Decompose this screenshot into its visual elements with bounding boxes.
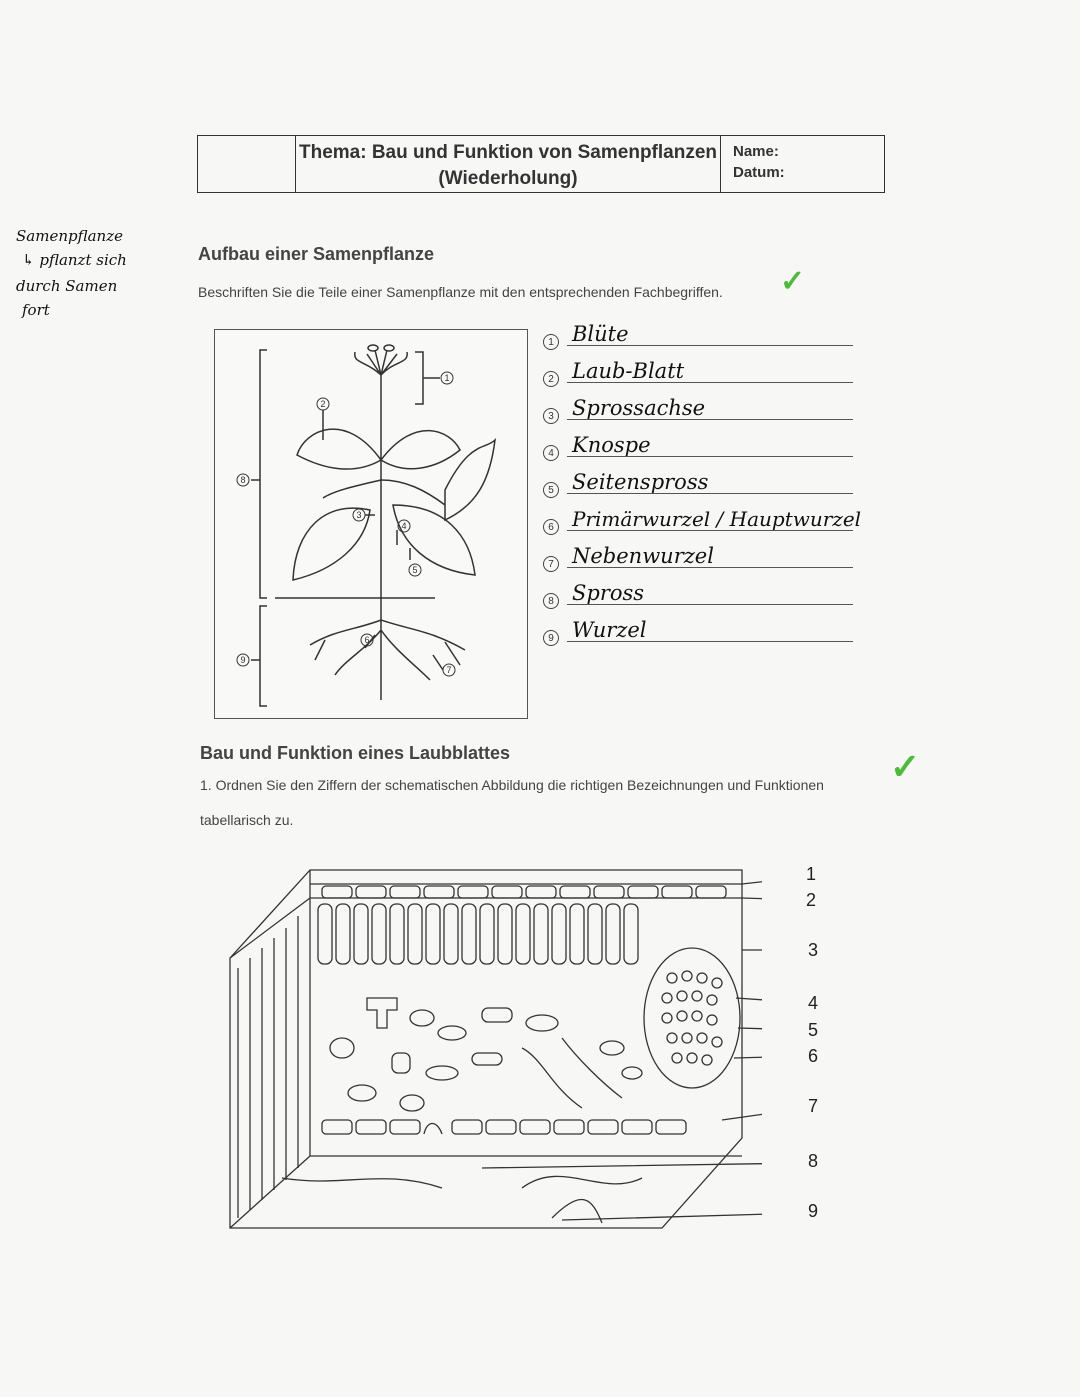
answer-line-9 [567, 641, 853, 642]
answer-number-1: 1 [543, 334, 559, 350]
answer-line-3 [567, 419, 853, 420]
answer-number-9: 9 [543, 630, 559, 646]
side-note-line-1: Samenpflanze [16, 227, 123, 245]
leaf-label-4: 4 [808, 993, 819, 1013]
leaf-label-7: 7 [808, 1096, 819, 1116]
answer-line-5 [567, 493, 853, 494]
name-label: Name: [733, 143, 779, 160]
side-note-line-4: fort [22, 301, 50, 319]
header-empty-cell [198, 136, 296, 192]
section2-heading: Bau und Funktion eines Laubblattes [200, 743, 511, 763]
plant-label-9: 9 [240, 655, 246, 665]
answer-line-4 [567, 456, 853, 457]
leaf-label-3: 3 [808, 940, 819, 960]
answer-line-2 [567, 382, 853, 383]
answer-8: Spross [572, 581, 645, 605]
side-note-line-2: ↳ pflanzt sich [22, 251, 127, 269]
section2-instruction-line-1: 1. Ordnen Sie den Ziffern der schematischen Abbildung die richtigen Bezeichnungen und Funktionen [200, 777, 824, 793]
answer-2: Laub-Blatt [572, 359, 685, 383]
date-label: Datum: [733, 164, 785, 181]
answer-number-4: 4 [543, 445, 559, 461]
plant-label-4: 4 [401, 521, 407, 531]
answer-9: Wurzel [572, 618, 647, 642]
answer-3: Sprossachse [572, 396, 706, 420]
plant-label-2: 2 [320, 399, 326, 409]
answer-number-7: 7 [543, 556, 559, 572]
answer-line-8 [567, 604, 853, 605]
checkmark-1: ✓ [780, 265, 806, 298]
answer-1: Blüte [572, 322, 629, 346]
plant-label-3: 3 [356, 510, 362, 520]
checkmark-2: ✓ [890, 746, 921, 787]
answer-number-2: 2 [543, 371, 559, 387]
answer-number-5: 5 [543, 482, 559, 498]
leaf-label-2: 2 [806, 890, 817, 910]
answer-4: Knospe [572, 433, 651, 457]
plant-illustration [215, 330, 526, 717]
header-table [197, 135, 885, 193]
answer-line-6 [567, 530, 853, 531]
section1-heading: Aufbau einer Samenpflanze [198, 244, 435, 264]
plant-label-6: 6 [364, 635, 370, 645]
leaf-label-6: 6 [808, 1046, 819, 1066]
answer-7: Nebenwurzel [572, 544, 714, 568]
header-title-cell [296, 136, 721, 192]
plant-label-7: 7 [446, 665, 452, 675]
leaf-illustration [222, 858, 762, 1243]
leaf-label-1: 1 [806, 864, 817, 884]
header-meta-cell [721, 136, 883, 192]
answer-line-7 [567, 567, 853, 568]
leaf-label-5: 5 [808, 1020, 819, 1040]
plant-label-1: 1 [444, 373, 450, 383]
plant-diagram [214, 329, 528, 719]
page-title: Thema: Bau und Funktion von Samenpflanzen [298, 142, 718, 163]
answer-line-1 [567, 345, 853, 346]
answer-5: Seitenspross [572, 470, 709, 494]
leaf-label-9: 9 [808, 1201, 819, 1221]
plant-label-5: 5 [412, 565, 418, 575]
page-subtitle: (Wiederholung) [438, 168, 578, 189]
leaf-label-8: 8 [808, 1151, 819, 1171]
section2-instruction-line-2: tabellarisch zu. [200, 812, 294, 828]
side-note-line-3: durch Samen [16, 277, 118, 295]
leaf-cross-section [222, 858, 762, 1243]
answer-number-6: 6 [543, 519, 559, 535]
answer-number-3: 3 [543, 408, 559, 424]
answer-6: Primärwurzel / Hauptwurzel [572, 507, 862, 531]
answer-number-8: 8 [543, 593, 559, 609]
section1-instruction: Beschriften Sie die Teile einer Samenpflanze mit den entsprechenden Fachbegriffen. [198, 284, 723, 300]
plant-label-8: 8 [240, 475, 246, 485]
